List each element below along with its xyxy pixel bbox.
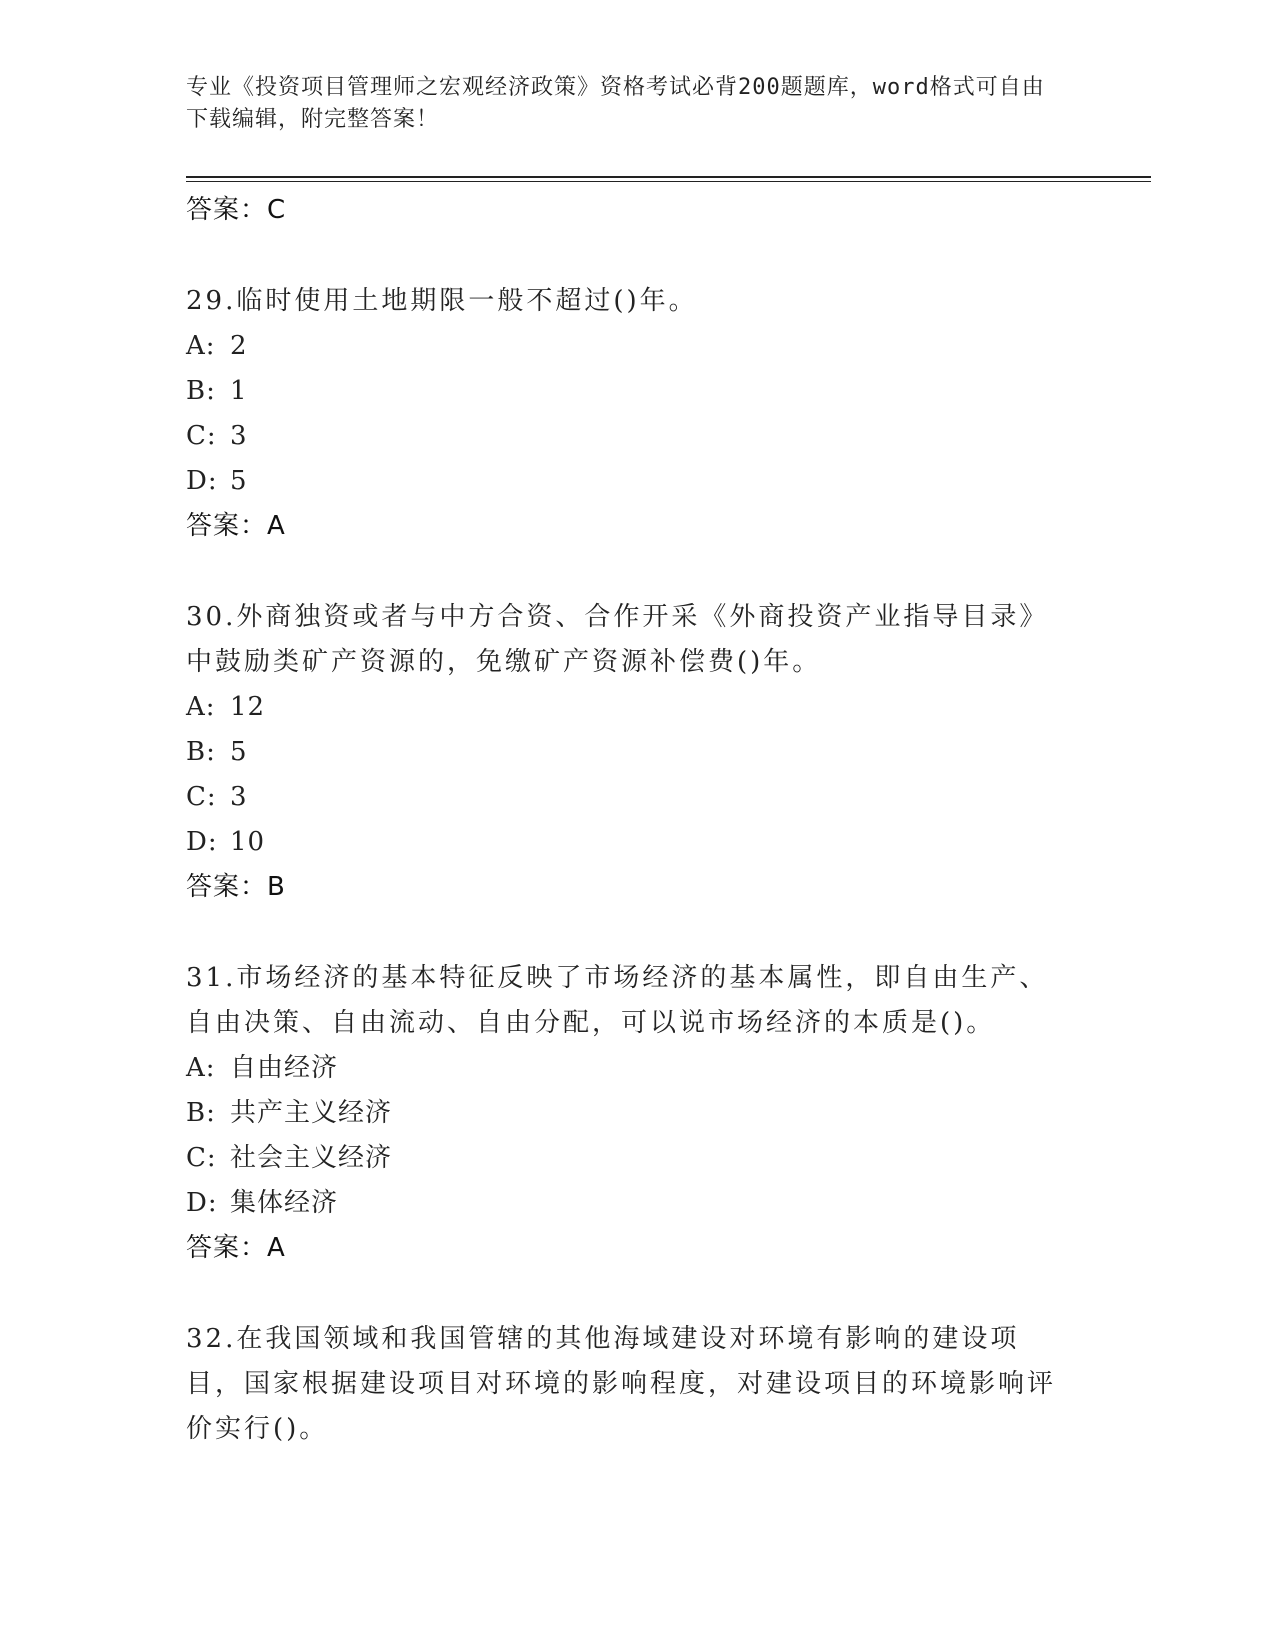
- option-row: [186, 414, 1066, 459]
- option-text: 社会主义经济: [230, 1143, 393, 1173]
- option-row: [186, 730, 1066, 775]
- question-content: [186, 188, 1066, 1452]
- option-row: [186, 820, 1066, 865]
- option-text: 5: [230, 737, 248, 767]
- option-row: [186, 324, 1066, 369]
- option-row: [186, 775, 1066, 820]
- spacer: [186, 232, 1066, 279]
- answer-line: 答案：A: [186, 1233, 286, 1263]
- option-text: 共产主义经济: [230, 1098, 393, 1128]
- option-text: 5: [230, 466, 248, 496]
- option-letter: D:: [186, 466, 218, 496]
- option-row: [186, 1136, 1066, 1181]
- option-text: 自由经济: [230, 1053, 339, 1083]
- option-letter: B:: [186, 376, 216, 406]
- question-stem: 30.外商独资或者与中方合资、合作开采《外商投资产业指导目录》中鼓励类矿产资源的，免缴矿产资源补偿费()年。: [186, 602, 1049, 677]
- option-letter: B:: [186, 1098, 216, 1128]
- option-row: [186, 1091, 1066, 1136]
- header-rule-thick: [186, 176, 1151, 178]
- option-letter: D:: [186, 1188, 218, 1218]
- option-letter: C:: [186, 1143, 217, 1173]
- answer-line: 答案：C: [186, 195, 287, 225]
- spacer: [186, 548, 1066, 595]
- spacer: [186, 1270, 1066, 1317]
- option-text: 10: [230, 827, 266, 857]
- option-row: [186, 369, 1066, 414]
- document-header: 专业《投资项目管理师之宏观经济政策》资格考试必背200题题库，word格式可自由下载编辑，附完整答案！: [186, 75, 1045, 132]
- option-text: 集体经济: [230, 1188, 339, 1218]
- option-text: 3: [230, 782, 248, 812]
- option-row: [186, 685, 1066, 730]
- answer-line: 答案：B: [186, 872, 286, 902]
- option-text: 1: [230, 376, 248, 406]
- question-stem: 32.在我国领域和我国管辖的其他海域建设对环境有影响的建设项目，国家根据建设项目对环境的影响程度，对建设项目的环境影响评价实行()。: [186, 1324, 1057, 1444]
- question-stem: 31.市场经济的基本特征反映了市场经济的基本属性，即自由生产、自由决策、自由流动、自由分配，可以说市场经济的本质是()。: [186, 963, 1049, 1038]
- spacer: [186, 909, 1066, 956]
- option-text: 2: [230, 331, 248, 361]
- option-row: [186, 1046, 1066, 1091]
- option-letter: B:: [186, 737, 216, 767]
- answer-line: 答案：A: [186, 511, 286, 541]
- option-letter: D:: [186, 827, 218, 857]
- option-letter: A:: [186, 692, 216, 722]
- option-letter: C:: [186, 782, 217, 812]
- option-row: [186, 1181, 1066, 1226]
- option-row: [186, 459, 1066, 504]
- option-letter: A:: [186, 331, 216, 361]
- option-letter: C:: [186, 421, 217, 451]
- option-text: 3: [230, 421, 248, 451]
- option-text: 12: [230, 692, 266, 722]
- option-letter: A:: [186, 1053, 216, 1083]
- header-rule-thin: [186, 181, 1151, 182]
- question-stem: 29.临时使用土地期限一般不超过()年。: [186, 286, 698, 316]
